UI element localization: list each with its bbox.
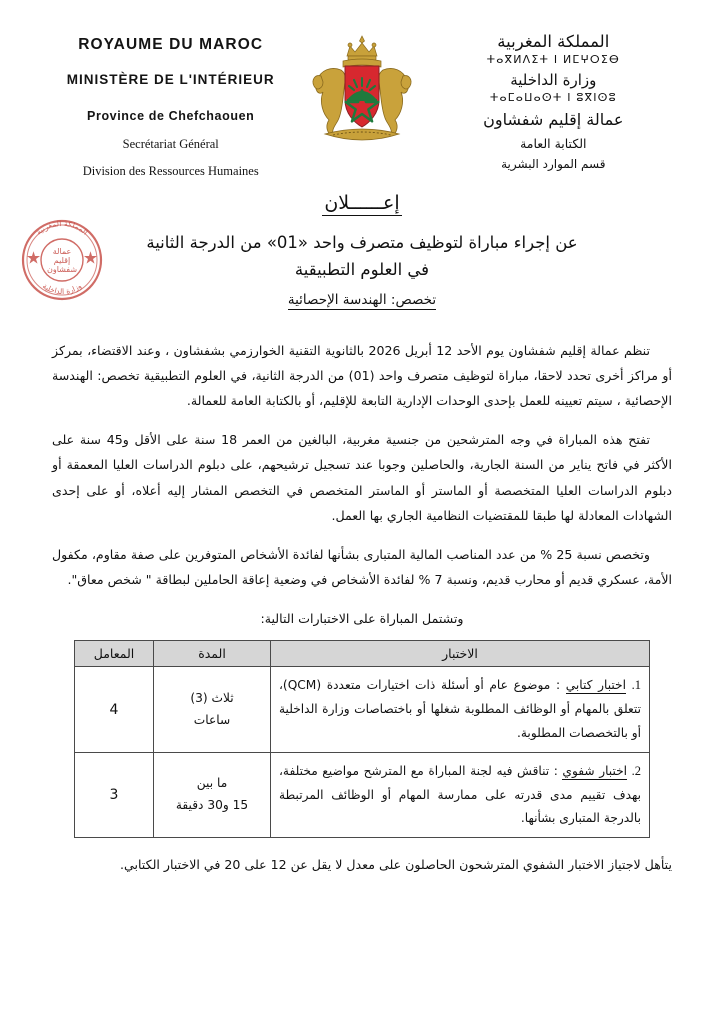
exams-table-body — [75, 667, 650, 838]
official-stamp-icon — [14, 212, 110, 308]
test-number: 1. — [631, 678, 641, 693]
test-description: : تناقش فيه لجنة المباراة مع المترشح مواضيع مختلفة، بهدف تقييم مدى قدرته على ممارسة المهام أو الوظائف المرتبطة بالدرجة المتبارى بشأنها. — [279, 763, 641, 826]
header-kingdom-tifinagh: ⵜⴰⴳⵍⴷⵉⵜ ⵏ ⵍⵎⵖⵔⵉⴱ — [486, 53, 621, 66]
header-secretariat-ar: الكتابة العامة — [520, 136, 587, 151]
title-block — [44, 192, 680, 310]
column-header-test: الاختبار — [271, 641, 650, 667]
header-province-fr: Province de Chefchaouen — [87, 109, 255, 123]
page-title: إعــــــلان — [324, 192, 400, 214]
emblem-container — [297, 28, 426, 158]
cell-duration — [154, 752, 271, 837]
document-header — [44, 28, 680, 178]
header-kingdom-ar: المملكة المغربية — [497, 32, 610, 51]
paragraph-tests-intro: وتشتمل المباراة على الاختبارات التالية: — [260, 611, 464, 627]
test-label: اختبار شفوي — [562, 763, 628, 778]
official-stamp — [14, 212, 110, 308]
exams-table — [74, 640, 650, 838]
header-province-ar: عمالة إقليم شفشاون — [483, 110, 624, 129]
stamp-inner-line-3: شفشاون — [46, 265, 78, 274]
table-header-row — [75, 641, 650, 667]
stamp-rim-top: المملكة المغربية — [34, 218, 90, 237]
header-secretariat-fr: Secrétariat Général — [122, 137, 219, 151]
cell-test-description — [271, 752, 650, 837]
cell-duration — [154, 667, 271, 752]
test-label: اختبار كتابي — [565, 678, 626, 693]
paragraph-eligibility: تفتح هذه المباراة في وجه المترشحين من جنسية مغربية، البالغين من العمر 18 سنة على الأقل و45 سنة على الأكثر في فاتح يناير من السنة الجارية، والحاصلين وجوبا عند تسجيل ترشيحهم، على دبلوم الدراسات العليا المعمقة أو دبلوم الدراسات العليا المتخصصة أو الماستر أو الماستر المتخصص في التخصص المشار إليه أعلاه، أو على إحدى الشهادات المعادلة لها طبقا للمقتضيات النظامية الجاري بها العمل. — [52, 432, 672, 523]
column-header-duration: المدة — [154, 641, 271, 667]
cell-coefficient: 4 — [75, 667, 154, 752]
cell-test-description — [271, 667, 650, 752]
header-division-fr: Division des Ressources Humaines — [82, 164, 259, 178]
test-description: : موضوع عام أو أسئلة ذات اختيارات متعددة (QCM)، تتعلق بالمهام أو الوظائف المطلوبة شغلها أو باختصاصات وزارة الداخلية أو بالتخصصات المطلوبة. — [279, 678, 641, 740]
stamp-rim-bottom: وزارة الداخلية — [40, 281, 84, 297]
title-subtitle-line-1: عن إجراء مباراة لتوظيف متصرف واحد «01» من الدرجة الثانية — [146, 233, 578, 252]
table-row — [75, 752, 650, 837]
header-ministry-fr: MINISTÈRE DE L'INTÉRIEUR — [66, 72, 275, 87]
title-subtitle-line-2: في العلوم التطبيقية — [294, 259, 430, 279]
header-ministry-tifinagh: ⵜⴰⵎⴰⵡⴰⵙⵜ ⵏ ⵓⴳⵏⵙⵓ — [489, 91, 617, 104]
svg-text:وزارة الداخلية — [41, 281, 84, 296]
paragraph-organization: تنظم عمالة إقليم شفشاون يوم الأحد 12 أبريل 2026 بالثانوية التقنية الخوارزمي بشفشاون ، وعند الاقتضاء، بمركز أو مراكز أخرى تحدد لاحقا، مباراة لتوظيف متصرف واحد (01) من الدرجة الثانية، في العلوم التطبيقية تخصص: الهندسة الإحصائية ، سيتم تعيينه للعمل بإحدى الوحدات الإدارية التابعة للإقليم، أو بالكتابة العامة للعمالة. — [52, 342, 672, 408]
svg-text:المملكة المغربية — [34, 219, 90, 237]
duration-line-2: 15 و30 دقيقة — [175, 797, 249, 812]
paragraph-qualification: يتأهل لاجتياز الاختبار الشفوي المترشحون الحاصلون على معدل لا يقل عن 12 على 20 في الاختبار الكتابي. — [119, 857, 672, 873]
closing-section — [44, 852, 680, 877]
header-ministry-ar: وزارة الداخلية — [510, 71, 597, 89]
table-row — [75, 667, 650, 752]
cell-coefficient: 3 — [75, 752, 154, 837]
exams-table-head — [75, 641, 650, 667]
paragraph-quotas: وتخصص نسبة 25 % من عدد المناصب المالية المتبارى بشأنها لفائدة الأشخاص المتوفرين على صفة مقاوم، مكفول الأمة، عسكري قديم أو محارب قديم، ونسبة 7 % لفائدة الأشخاص في وضعية إعاقة الحاملين لبطاقة " شخص معاق". — [52, 546, 672, 588]
title-specialty: تخصص: الهندسة الإحصائية — [287, 291, 437, 308]
header-kingdom-fr: ROYAUME DU MAROC — [78, 36, 264, 53]
stamp-inner-line-1: عمالة — [52, 247, 72, 256]
duration-line-1: ما بين — [196, 776, 228, 790]
duration-line-2: ساعات — [193, 712, 231, 727]
header-division-ar: قسم الموارد البشرية — [501, 157, 606, 171]
coat-of-arms-of-morocco-icon — [303, 30, 421, 158]
duration-line-1: ثلاث (3) — [190, 690, 234, 705]
header-french-block — [44, 28, 297, 179]
document-body — [44, 338, 680, 632]
stamp-inner-line-2: إقليم — [53, 256, 71, 265]
header-arabic-block — [427, 28, 680, 171]
test-number: 2. — [631, 763, 642, 778]
column-header-coefficient: المعامل — [75, 641, 154, 667]
